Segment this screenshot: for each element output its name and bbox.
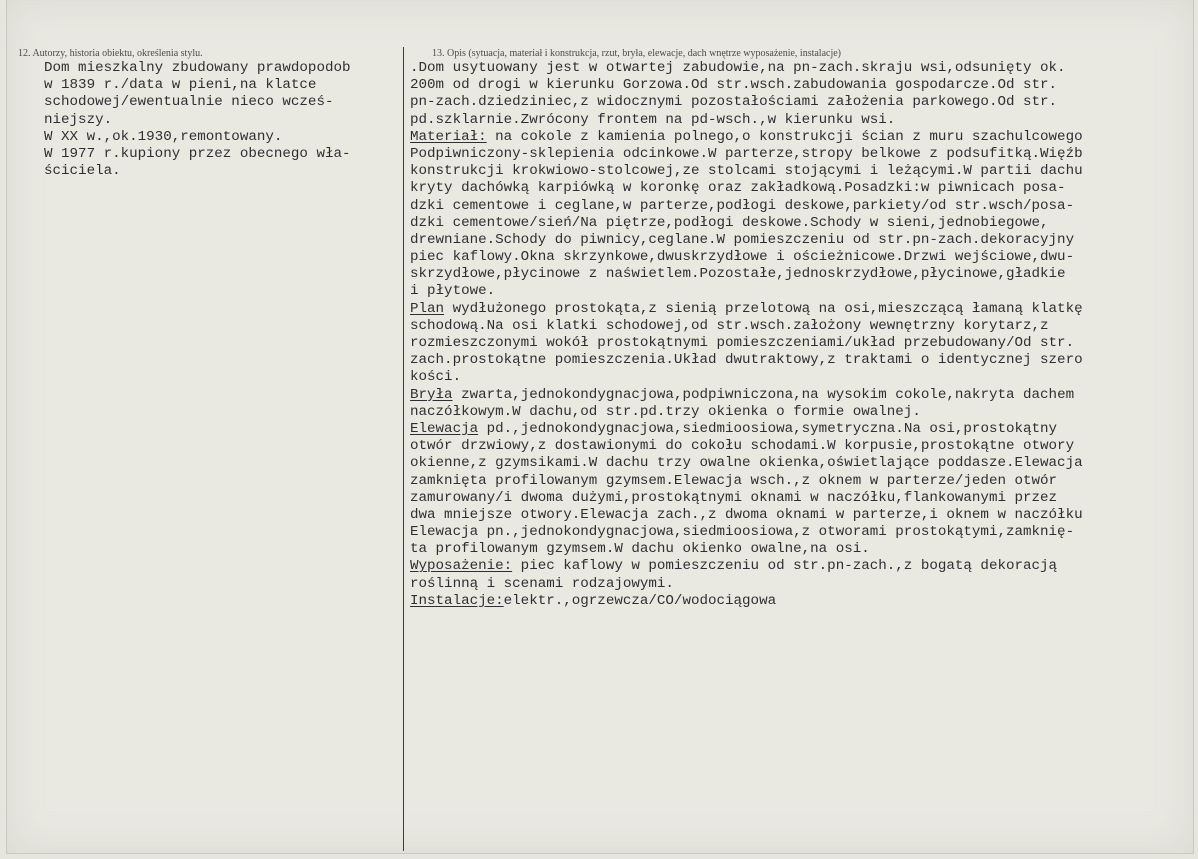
description-line-text: Podpiwniczony-sklepienia odcinkowe.W parterze,stropy belkowe z podsufitką.Więźb — [410, 145, 1083, 162]
description-line-text: piec kaflowy w pomieszczeniu od str.pn-zach.,z bogatą dekoracją — [512, 558, 1058, 575]
description-line-text: na cokole z kamienia polnego,o konstrukcji ścian z muru szachulcowego — [486, 128, 1083, 145]
description-line — [410, 163, 1190, 180]
description-line-text: pd.szklarnie.Zwrócony frontem na pd-wsch.,w kierunku wsi. — [410, 111, 896, 128]
description-line — [410, 507, 1190, 524]
description-line — [410, 301, 1190, 318]
history-line: niejszy. — [44, 111, 113, 128]
description-line-text: zamknięta profilowanym gzymsem.Elewacja wsch.,z oknem w parterze/jeden otwór — [410, 472, 1058, 489]
column-divider — [403, 47, 404, 851]
description-line-text: i płytowe. — [410, 283, 496, 300]
description-line — [410, 593, 1190, 610]
description-line-text: zamurowany/i dwoma dużymi,prostokątnymi oknami w naczółku,flankowanymi przez — [410, 489, 1058, 506]
history-line: ściciela. — [44, 163, 121, 180]
description-line-text: zach.prostokątne pomieszczenia.Układ dwutraktowy,z traktami o identycznej szero — [410, 352, 1083, 369]
description-line — [410, 421, 1190, 438]
description-line — [410, 283, 1190, 300]
description-line — [410, 94, 1190, 111]
description-line-text: .Dom usytuowany jest w otwartej zabudowie,na pn-zach.skraju wsi,odsunięty ok. — [410, 60, 1066, 76]
description-line — [410, 558, 1190, 575]
history-line: schodowej/ewentualnie nieco wcześ- — [44, 94, 334, 111]
description-line-text: 200m od drogi w kierunku Gorzowa.Od str.wsch.zabudowania gospodarcze.Od str. — [410, 77, 1058, 94]
description-line — [410, 455, 1190, 472]
description-line — [410, 60, 1190, 77]
description-line-text: dzki cementowe/sień/Na piętrze,podłogi deskowe.Schody w sieni,jednobiegowe, — [410, 214, 1049, 231]
description-line — [410, 576, 1190, 593]
description-line — [410, 369, 1190, 386]
description-line — [410, 352, 1190, 369]
description-line-text: roślinną i scenami rodzajowymi. — [410, 575, 674, 592]
description-line-text: kości. — [410, 369, 462, 386]
section-13-heading: 13. Opis (sytuacja, materiał i konstrukcja, rzut, bryła, elewacje, dach wnętrze wyposażenie, instalacje) — [432, 48, 841, 59]
section-label: Plan — [410, 300, 445, 317]
description-line — [410, 146, 1190, 163]
description-line — [410, 232, 1190, 249]
description-line-text: Elewacja pn.,jednokondygnacjowa,siedmioosiowa,z otworami prostokątymi,zamknię- — [410, 524, 1075, 541]
description-line-text: dwa mniejsze otwory.Elewacja zach.,z dwoma oknami w parterze,i oknem w naczółku — [410, 506, 1083, 523]
description-text — [410, 60, 1190, 610]
description-line-text: naczółkowym.W dachu,od str.pd.trzy okienka o formie owalnej. — [410, 403, 921, 420]
description-line — [410, 524, 1190, 541]
section-label: Wyposażenie: — [410, 558, 513, 575]
description-line-text: pd.,jednokondygnacjowa,siedmioosiowa,symetryczna.Na osi,prostokątny — [478, 420, 1058, 437]
description-line — [410, 180, 1190, 197]
description-line-text: ta profilowanym gzymsem.W dachu okienko owalne,na osi. — [410, 541, 870, 558]
description-line-text: dzki cementowe i ceglane,w parterze,podłogi deskowe,parkiety/od str.wsch/posa- — [410, 197, 1075, 214]
history-line: W 1977 r.kupiony przez obecnego wła- — [44, 145, 351, 162]
history-line: W XX w.,ok.1930,remontowany. — [44, 128, 283, 145]
description-line-text: otwór drzwiowy,z dostawionymi do cokołu schodami.W korpusie,prostokątne otwory — [410, 438, 1075, 455]
history-line: w 1839 r./data w pieni,na klatce — [44, 77, 317, 94]
description-line-text: pn-zach.dziedziniec,z widocznymi pozostałościami założenia parkowego.Od str. — [410, 94, 1058, 111]
description-line — [410, 77, 1190, 94]
description-line-text: rozmieszczonymi wokół prostokątnymi pomieszczeniami/układ przebudowany/Od str. — [410, 335, 1075, 351]
section-12-heading: 12. Autorzy, historia obiektu, określenia stylu. — [18, 48, 203, 59]
description-line-text: drewniane.Schody do piwnicy,ceglane.W pomieszczeniu od str.pn-zach.dekoracyjny — [410, 231, 1075, 248]
history-line: Dom mieszkalny zbudowany prawdopodob — [44, 60, 351, 76]
description-line — [410, 490, 1190, 507]
description-line — [410, 129, 1190, 146]
description-line-text: schodową.Na osi klatki schodowej,od str.wsch.założony wewnętrzny korytarz,z — [410, 317, 1049, 334]
section-label: Bryła — [410, 386, 453, 403]
description-line — [410, 249, 1190, 266]
description-line-text: okienne,z gzymsikami.W dachu trzy owalne okienka,oświetlające poddasze.Elewacja — [410, 455, 1083, 472]
description-line-text: konstrukcji krokwiowo-stolcowej,ze stolcami stojącymi i leżącymi.W partii dachu — [410, 163, 1083, 180]
history-text — [44, 60, 396, 180]
description-line — [410, 215, 1190, 232]
section-label: Instalacje: — [410, 592, 504, 609]
description-line — [410, 112, 1190, 129]
description-line-text: zwarta,jednokondygnacjowa,podpiwniczona,na wysokim cokole,nakryta dachem — [452, 386, 1075, 403]
description-line-text: skrzydłowe,płycinowe z naświetlem.Pozostałe,jednoskrzydłowe,płycinowe,gładkie — [410, 266, 1066, 283]
description-line-text: piec kaflowy.Okna skrzynkowe,dwuskrzydłowe i ościeżnicowe.Drzwi wejściowe,dwu- — [410, 249, 1075, 266]
description-line-text: elektr.,ogrzewcza/CO/wodociągowa — [503, 592, 777, 609]
description-line — [410, 335, 1190, 352]
description-line — [410, 387, 1190, 404]
description-line-text: kryty dachówką karpiówką w koronkę oraz zakładkową.Posadzki:w piwnicach posa- — [410, 180, 1066, 197]
description-line — [410, 541, 1190, 558]
description-line — [410, 198, 1190, 215]
section-label: Materiał: — [410, 128, 487, 145]
description-line — [410, 473, 1190, 490]
description-line — [410, 266, 1190, 283]
section-label: Elewacja — [410, 420, 479, 437]
description-line-text: wydłużonego prostokąta,z sienią przelotową na osi,mieszczącą łamaną klatkę — [444, 300, 1083, 317]
description-line — [410, 404, 1190, 421]
description-line — [410, 438, 1190, 455]
description-line — [410, 318, 1190, 335]
